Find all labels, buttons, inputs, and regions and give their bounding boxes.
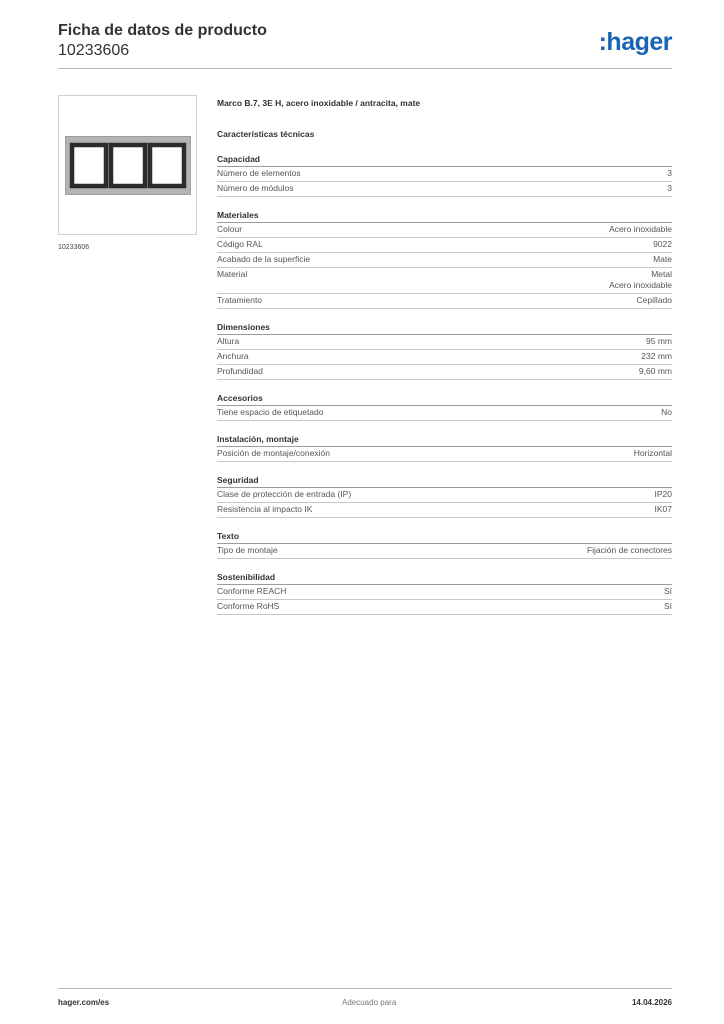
spec-group: [217, 392, 672, 421]
spec-row: [217, 600, 672, 615]
header-divider: [58, 68, 672, 69]
footer-website: hager.com/es: [58, 998, 110, 1007]
document-title: Ficha de datos de producto: [58, 22, 267, 39]
page-header: [58, 21, 672, 71]
product-image: [58, 95, 197, 235]
spec-value: IK07: [654, 504, 672, 514]
spec-row: [217, 182, 672, 197]
spec-label: Clase de protección de entrada (IP): [217, 489, 352, 499]
spec-label: Número de módulos: [217, 183, 294, 193]
spec-group: [217, 530, 672, 559]
spec-label: Conforme RoHS: [217, 601, 280, 611]
footer-date: 14.04.2026: [631, 998, 672, 1007]
spec-label: Código RAL: [217, 239, 263, 249]
image-caption: 10233606: [58, 244, 90, 251]
spec-row: [217, 350, 672, 365]
spec-row: [217, 238, 672, 253]
spec-group: [217, 433, 672, 462]
tech-heading: Características técnicas: [217, 129, 315, 139]
spec-label: Número de elementos: [217, 168, 301, 178]
product-name: Marco B.7, 3E H, acero inoxidable / antracita, mate: [217, 98, 421, 108]
product-code: 10233606: [58, 42, 130, 59]
spec-group: [217, 571, 672, 615]
spec-row: [217, 447, 672, 462]
spec-row: [217, 253, 672, 268]
hager-logo: :hager: [598, 28, 672, 56]
spec-row: [217, 503, 672, 518]
spec-value: Acero inoxidable: [609, 224, 672, 234]
spec-value: Cepillado: [636, 295, 672, 305]
spec-row: [217, 294, 672, 309]
footer-note: Adecuado para: [342, 998, 397, 1007]
spec-row: [217, 167, 672, 182]
spec-value: Mate: [653, 254, 672, 264]
spec-group-title: Capacidad: [217, 153, 672, 167]
spec-group: [217, 321, 672, 380]
spec-value: Horizontal: [633, 448, 672, 458]
spec-value: Sí: [663, 601, 672, 611]
spec-row: [217, 406, 672, 421]
spec-group-title: Sostenibilidad: [217, 571, 672, 585]
spec-label: Tiene espacio de etiquetado: [217, 407, 324, 417]
spec-value: 232 mm: [641, 351, 672, 361]
spec-value: Metal Acero inoxidable: [609, 269, 672, 290]
spec-label: Acabado de la superficie: [217, 254, 311, 264]
spec-value: Fijación de conectores: [586, 545, 672, 555]
spec-label: Tipo de montaje: [217, 545, 278, 555]
spec-group-title: Seguridad: [217, 474, 672, 488]
spec-label: Resistencia al impacto IK: [217, 504, 313, 514]
spec-group-title: Texto: [217, 530, 672, 544]
footer-divider: [58, 988, 672, 989]
spec-label: Material: [217, 269, 248, 279]
spec-row: [217, 223, 672, 238]
spec-group-title: Instalación, montaje: [217, 433, 672, 447]
spec-row: [217, 544, 672, 559]
spec-group: [217, 209, 672, 309]
spec-value: 9022: [653, 239, 672, 249]
spec-row: [217, 268, 672, 294]
spec-row: [217, 365, 672, 380]
spec-value: 9,60 mm: [638, 366, 672, 376]
spec-group-title: Accesorios: [217, 392, 672, 406]
frame-illustration: [65, 136, 191, 195]
spec-label: Altura: [217, 336, 240, 346]
spec-value: Sí: [663, 586, 672, 596]
spec-row: [217, 585, 672, 600]
product-details: [217, 96, 672, 615]
spec-row: [217, 488, 672, 503]
spec-label: Posición de montaje/conexión: [217, 448, 330, 458]
spec-label: Colour: [217, 224, 243, 234]
spec-value: 3: [667, 168, 672, 178]
spec-group: [217, 153, 672, 197]
spec-label: Anchura: [217, 351, 249, 361]
spec-group-title: Dimensiones: [217, 321, 672, 335]
spec-value: No: [661, 407, 672, 417]
spec-sections: [217, 153, 672, 615]
spec-value: IP20: [654, 489, 672, 499]
spec-label: Profundidad: [217, 366, 263, 376]
spec-group-title: Materiales: [217, 209, 672, 223]
spec-group: [217, 474, 672, 518]
spec-label: Tratamiento: [217, 295, 263, 305]
spec-value: 3: [667, 183, 672, 193]
spec-row: [217, 335, 672, 350]
spec-value: 95 mm: [646, 336, 672, 346]
spec-label: Conforme REACH: [217, 586, 287, 596]
